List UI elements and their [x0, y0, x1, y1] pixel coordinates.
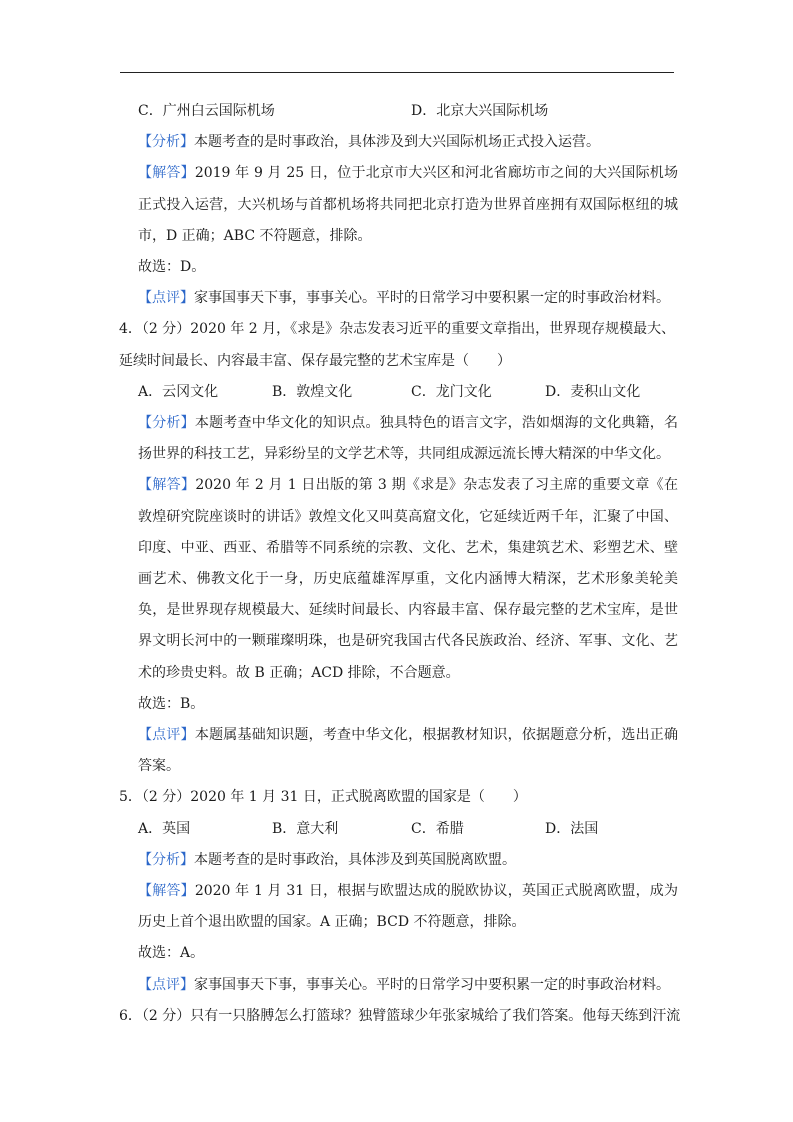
q4-options-row [118, 377, 678, 408]
header-rule [120, 72, 674, 73]
q4-option-d: D．麦积山文化 [545, 383, 641, 400]
q4-choice: 故选：B。 [138, 695, 205, 712]
comment-tag: 【点评】 [138, 290, 194, 307]
analysis-tag: 【分析】 [138, 134, 194, 151]
answer-tag: 【解答】 [138, 165, 195, 182]
q5-comment [118, 970, 678, 1001]
q5-answer [118, 876, 678, 938]
q5-choice: 故选：A。 [138, 945, 205, 962]
analysis-tag: 【分析】 [138, 851, 194, 868]
q6-question: 6．（2 分）只有一只胳膊怎么打篮球？独臂篮球少年张家城给了我们答案。他每天练到汗流 [119, 1007, 681, 1024]
q3-analysis [118, 127, 678, 158]
q4-answer-text: 2020 年 2 月 1 日出版的第 3 期《求是》杂志发表了习主席的重要文章《在敦煌研究院座谈时的讲话》敦煌文化又叫莫高窟文化，它延续近两千年，汇聚了中国、印度、中亚、西亚、希腊等不同系统的宗教、文化、艺术，集建筑艺术、彩塑艺术、壁画艺术、佛教文化于一身，历史底蕴雄浑厚重，文化内涵博大精深，艺术形象美轮美奂，是世界现存规模最大、延续时间最长、内容最丰富、保存最完整的艺术宝库，是世界文明长河中的一颗璀璨明珠，也是研究我国古代各民族政治、经济、军事、文化、艺术的珍贵史料。故 B 正确；ACD 排除，不合题意。 [138, 477, 678, 681]
q4-comment [118, 720, 678, 782]
q5-analysis [118, 845, 678, 876]
q3-options-row [118, 96, 678, 127]
q3-analysis-text: 本题考查的是时事政治，具体涉及到大兴国际机场正式投入运营。 [194, 134, 600, 151]
q5-comment-text: 家事国事天下事，事事关心。平时的日常学习中要积累一定的时事政治材料。 [194, 976, 670, 993]
q4-option-a: A．云冈文化 [138, 383, 219, 400]
q4-option-b: B．敦煌文化 [272, 383, 353, 400]
q4-answer [118, 470, 678, 688]
q4-analysis [118, 408, 678, 470]
comment-tag: 【点评】 [138, 727, 195, 744]
q3-choice: 故选：D。 [138, 259, 206, 276]
q5-option-a: A．英国 [138, 820, 191, 837]
q3-comment-text: 家事国事天下事，事事关心。平时的日常学习中要积累一定的时事政治材料。 [194, 290, 670, 307]
q3-option-c: C．广州白云国际机场 [138, 103, 275, 119]
q4-comment-text: 本题属基础知识题，考查中华文化，根据教材知识，依据题意分析，选出正确答案。 [138, 727, 679, 775]
q3-answer [118, 158, 678, 252]
analysis-tag: 【分析】 [138, 415, 195, 432]
q5-option-b: B．意大利 [272, 820, 339, 837]
q4-question: 4．（2 分）2020 年 2 月，《求是》杂志发表习近平的重要文章指出，世界现存规模最大、延续时间最长、内容最丰富、保存最完整的艺术宝库是（ ） [119, 321, 676, 369]
q3-option-d: D．北京大兴国际机场 [411, 103, 549, 119]
q4-option-c: C．龙门文化 [411, 383, 492, 400]
q5-answer-text: 2020 年 1 月 31 日，根据与欧盟达成的脱欧协议，英国正式脱离欧盟，成为历史上首个退出欧盟的国家。A 正确；BCD 不符题意，排除。 [138, 883, 678, 931]
answer-tag: 【解答】 [138, 883, 195, 900]
comment-tag: 【点评】 [138, 976, 194, 993]
q3-comment [118, 283, 678, 314]
q5-analysis-text: 本题考查的是时事政治，具体涉及到英国脱离欧盟。 [194, 851, 516, 868]
q5-option-d: D．法国 [545, 820, 599, 837]
q3-answer-text: 2019 年 9 月 25 日，位于北京市大兴区和河北省廊坊市之间的大兴国际机场正式投入运营，大兴机场与首都机场将共同把北京打造为世界首座拥有双国际枢纽的城市，D 正确；ABC 不符题意，排除。 [138, 165, 678, 244]
q5-option-c: C．希腊 [411, 820, 464, 837]
q4-analysis-text: 本题考查中华文化的知识点。独具特色的语言文字，浩如烟海的文化典籍，名扬世界的科技工艺，异彩纷呈的文学艺术等，共同组成源远流长博大精深的中华文化。 [138, 415, 679, 463]
answer-tag: 【解答】 [138, 477, 196, 494]
q5-options-row [118, 814, 678, 845]
exam-content [118, 96, 681, 1032]
q5-question: 5．（2 分）2020 年 1 月 31 日，正式脱离欧盟的国家是（ ） [119, 789, 527, 806]
